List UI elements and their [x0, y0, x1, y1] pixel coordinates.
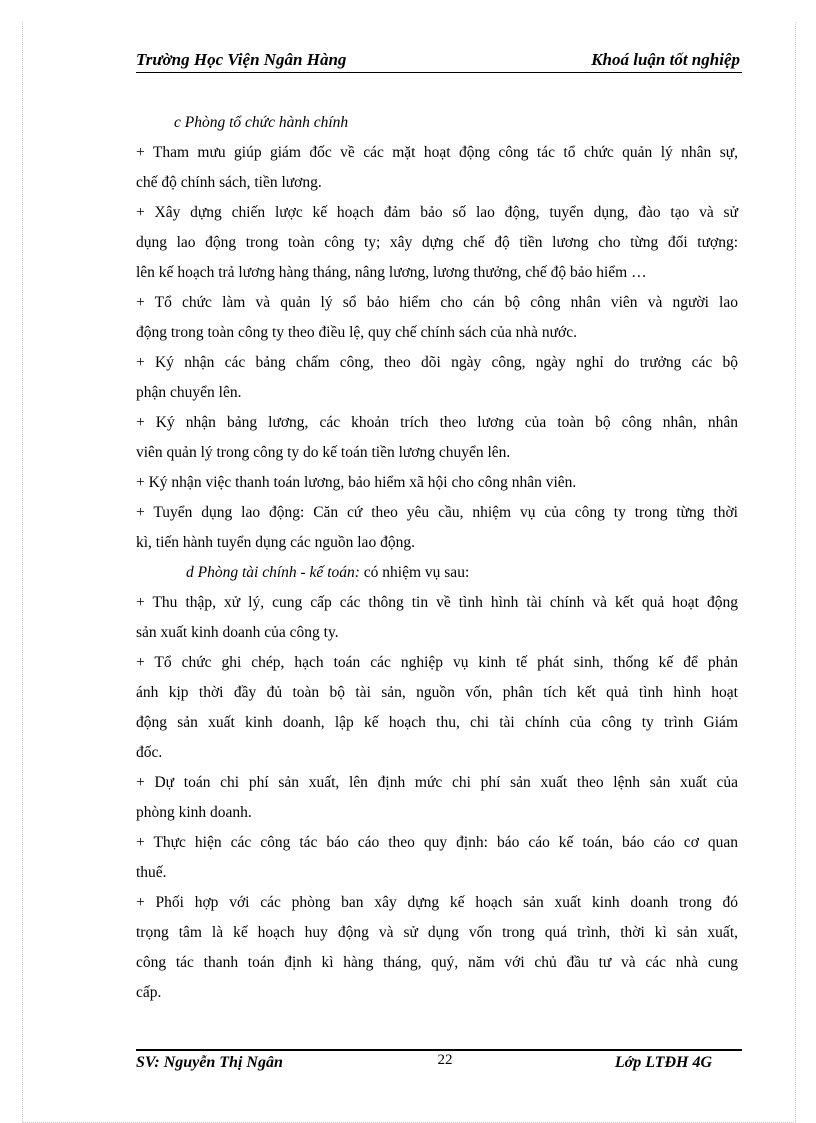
- body-line: + Phối hợp với các phòng ban xây dựng kế hoạch sản xuất kinh doanh trong đó: [136, 894, 738, 911]
- body-line: + Tổ chức làm và quản lý sổ bảo hiểm cho cán bộ công nhân viên và người lao: [136, 294, 738, 311]
- section-d-suffix: có nhiệm vụ sau:: [359, 564, 470, 581]
- footer-student-name: SV: Nguyễn Thị Ngân: [136, 1054, 283, 1071]
- body-line: + Ký nhận bảng lương, các khoản trích theo lương của toàn bộ công nhân, nhân: [136, 414, 738, 431]
- body-line: + Tuyển dụng lao động: Căn cứ theo yêu cầu, nhiệm vụ của công ty trong từng thời: [136, 504, 738, 521]
- header-doc-type: Khoá luận tốt nghiệp: [591, 50, 740, 69]
- body-line: ánh kịp thời đầy đủ toàn bộ tài sản, nguồn vốn, phân tích kết quả tình hình hoạt: [136, 684, 738, 701]
- section-c-heading: c Phòng tổ chức hành chính: [174, 114, 349, 131]
- body-line: cấp.: [136, 984, 162, 1001]
- body-line: công tác thanh toán định kì hàng tháng, quý, năm với chủ đầu tư và các nhà cung: [136, 954, 738, 971]
- body-line: + Xây dựng chiến lược kế hoạch đảm bảo số lao động, tuyển dụng, đào tạo và sử: [136, 204, 738, 221]
- body-line: động trong toàn công ty theo điều lệ, quy chế chính sách của nhà nước.: [136, 324, 578, 341]
- page-number: 22: [437, 1052, 453, 1068]
- body-line: sản xuất kinh doanh của công ty.: [136, 624, 339, 641]
- body-line: + Tham mưu giúp giám đốc về các mặt hoạt động công tác tổ chức quản lý nhân sự,: [136, 144, 738, 161]
- body-line: chế độ chính sách, tiền lương.: [136, 174, 322, 191]
- body-line: dụng lao động trong toàn công ty; xây dựng chế độ tiền lương cho từng đối tượng:: [136, 234, 738, 251]
- section-d-title: d Phòng tài chính - kế toán:: [186, 564, 360, 581]
- body-line: đốc.: [136, 744, 163, 761]
- body-line: + Ký nhận các bảng chấm công, theo dõi ngày công, ngày nghỉ do trưởng các bộ: [136, 354, 738, 371]
- page-header: [136, 48, 742, 73]
- body-line: + Thực hiện các công tác báo cáo theo quy định: báo cáo kế toán, báo cáo cơ quan: [136, 834, 738, 851]
- body-line: thuế.: [136, 864, 167, 881]
- body-line: + Thu thập, xử lý, cung cấp các thông tin về tình hình tài chính và kết quả hoạt động: [136, 594, 738, 611]
- body-line: + Tổ chức ghi chép, hạch toán các nghiệp vụ kinh tế phát sinh, thống kế để phản: [136, 654, 738, 671]
- body-line: kì, tiến hành tuyển dụng các nguồn lao động.: [136, 534, 415, 551]
- body-line: + Dự toán chi phí sản xuất, lên định mức chi phí sản xuất theo lệnh sản xuất của: [136, 774, 738, 791]
- body-line: phòng kinh doanh.: [136, 804, 252, 821]
- body-line: phận chuyển lên.: [136, 384, 242, 401]
- body-line: trọng tâm là kế hoạch huy động và sử dụng vốn trong quá trình, thời kì sản xuất,: [136, 924, 738, 941]
- header-school: Trường Học Viện Ngân Hàng: [136, 50, 347, 69]
- footer-class: Lớp LTĐH 4G: [614, 1054, 712, 1071]
- body-line: lên kế hoạch trả lương hàng tháng, nâng lương, lương thưởng, chế độ bảo hiểm …: [136, 264, 647, 281]
- body-line: + Ký nhận việc thanh toán lương, bảo hiểm xã hội cho công nhân viên.: [136, 474, 577, 491]
- section-d-heading: [186, 562, 788, 584]
- footer-rule: [136, 1049, 742, 1051]
- body-line: viên quản lý trong công ty do kế toán tiền lương chuyển lên.: [136, 444, 511, 461]
- body-line: động sản xuất kinh doanh, lập kế hoạch thu, chi tài chính của công ty trình Giám: [136, 714, 738, 731]
